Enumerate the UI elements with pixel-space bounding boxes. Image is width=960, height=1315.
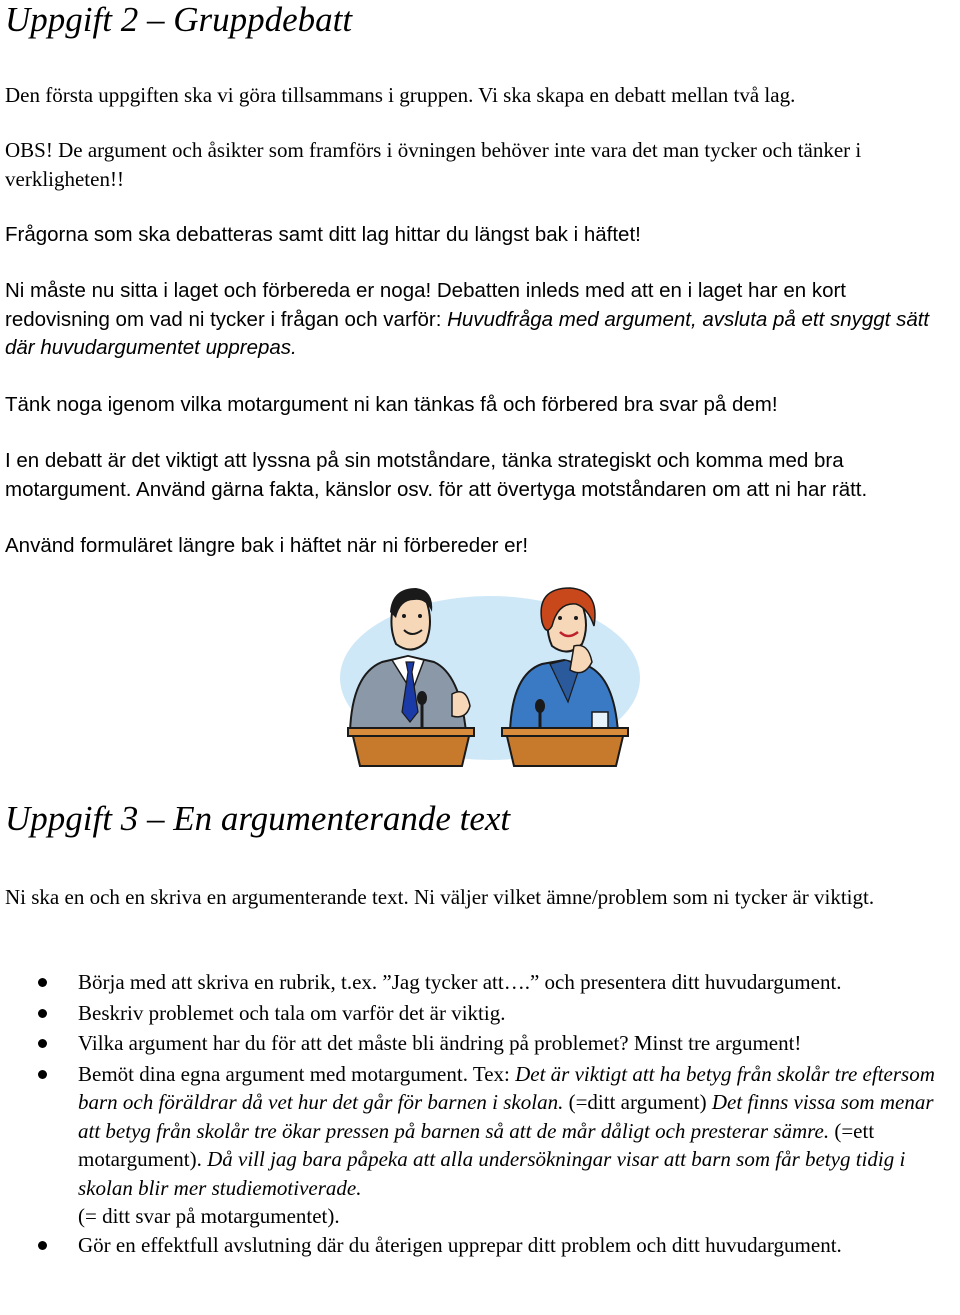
debate-illustration	[330, 582, 650, 768]
section-2-title: Uppgift 2 – Gruppdebatt	[5, 0, 353, 39]
bullet-icon	[38, 1039, 47, 1048]
example-response: Då vill jag bara påpeka att alla undersökningar visar att barn som får betyg tidig i skolan blir mer studiemotiverade.	[78, 1147, 906, 1200]
section-2-paragraph-counterarguments: Tänk noga igenom vilka motargument ni kan tänkas få och förbered bra svar på dem!	[5, 393, 778, 416]
list-item-text: Vilka argument har du för att det måste bli ändring på problemet? Minst tre argument!	[78, 1031, 802, 1055]
argument-label: (=ditt argument)	[563, 1090, 712, 1114]
list-item-text: Beskriv problemet och tala om varför det är viktig.	[78, 1000, 506, 1025]
section-2-paragraph-prepare	[5, 277, 950, 363]
section-2-paragraph-questions: Frågorna som ska debatteras samt ditt lag hittar du längst bak i häftet!	[5, 223, 641, 246]
bullet-icon	[38, 978, 47, 987]
list-item	[0, 1029, 960, 1058]
list-item	[0, 968, 960, 997]
list-item	[0, 1231, 960, 1260]
list-item-text: Gör en effektfull avslutning där du återigen upprepar ditt problem och ditt huvudargument.	[78, 1232, 842, 1257]
section-2-paragraph-intro: Den första uppgiften ska vi göra tillsammans i gruppen. Vi ska skapa en debatt mellan två lag.	[5, 83, 796, 107]
list-item	[0, 999, 960, 1028]
bullet-icon	[38, 1241, 47, 1250]
counterargument-label: (=ett motargument).	[78, 1118, 875, 1171]
instruction-list	[0, 968, 960, 1259]
section-3-intro: Ni ska en och en skriva en argumenterande text. Ni väljer vilket ämne/problem som ni tycker är viktigt.	[5, 885, 875, 909]
example-argument: Det är viktigt att ha betyg från skolår tre eftersom barn och föräldrar då vet hur det går för barnen i skolan.	[78, 1061, 935, 1114]
bullet-icon	[38, 1070, 47, 1079]
list-item	[0, 1060, 960, 1231]
section-2-paragraph-obs: OBS! De argument och åsikter som framförs i övningen behöver inte vara det man tycker och tänker i verkligheten!!	[5, 138, 862, 191]
prepare-text: Ni måste nu sitta i laget och förbereda er noga! Debatten inleds med att en i laget har en kort redovisning om vad ni tycker i frågan och varför:	[5, 279, 846, 331]
list-item-text: Börja med att skriva en rubrik, t.ex. ”Jag tycker att….” och presentera ditt huvudargument.	[78, 970, 842, 994]
response-label: (= ditt svar på motargumentet).	[78, 1204, 340, 1228]
prepare-text-italic: Huvudfråga med argument, avsluta på ett snyggt sätt där huvudargumentet upprepas.	[5, 307, 930, 359]
example-lead: Bemöt dina egna argument med motargument. Tex:	[78, 1061, 516, 1086]
section-2-paragraph-debate-tips: I en debatt är det viktigt att lyssna på sin motståndare, tänka strategiskt och komma med bra motargument. Använd gärna fakta, känslor osv. för att övertyga motståndaren om att ni har rätt.	[5, 449, 868, 501]
bullet-icon	[38, 1009, 47, 1018]
section-2-paragraph-form: Använd formuläret längre bak i häftet när ni förbereder er!	[5, 534, 529, 557]
example-counterargument: Det finns vissa som menar att betyg från skolår tre ökar pressen på barnen så att de mår dåligt och presterar sämre.	[78, 1090, 934, 1143]
section-3-title: Uppgift 3 – En argumenterande text	[5, 799, 511, 838]
